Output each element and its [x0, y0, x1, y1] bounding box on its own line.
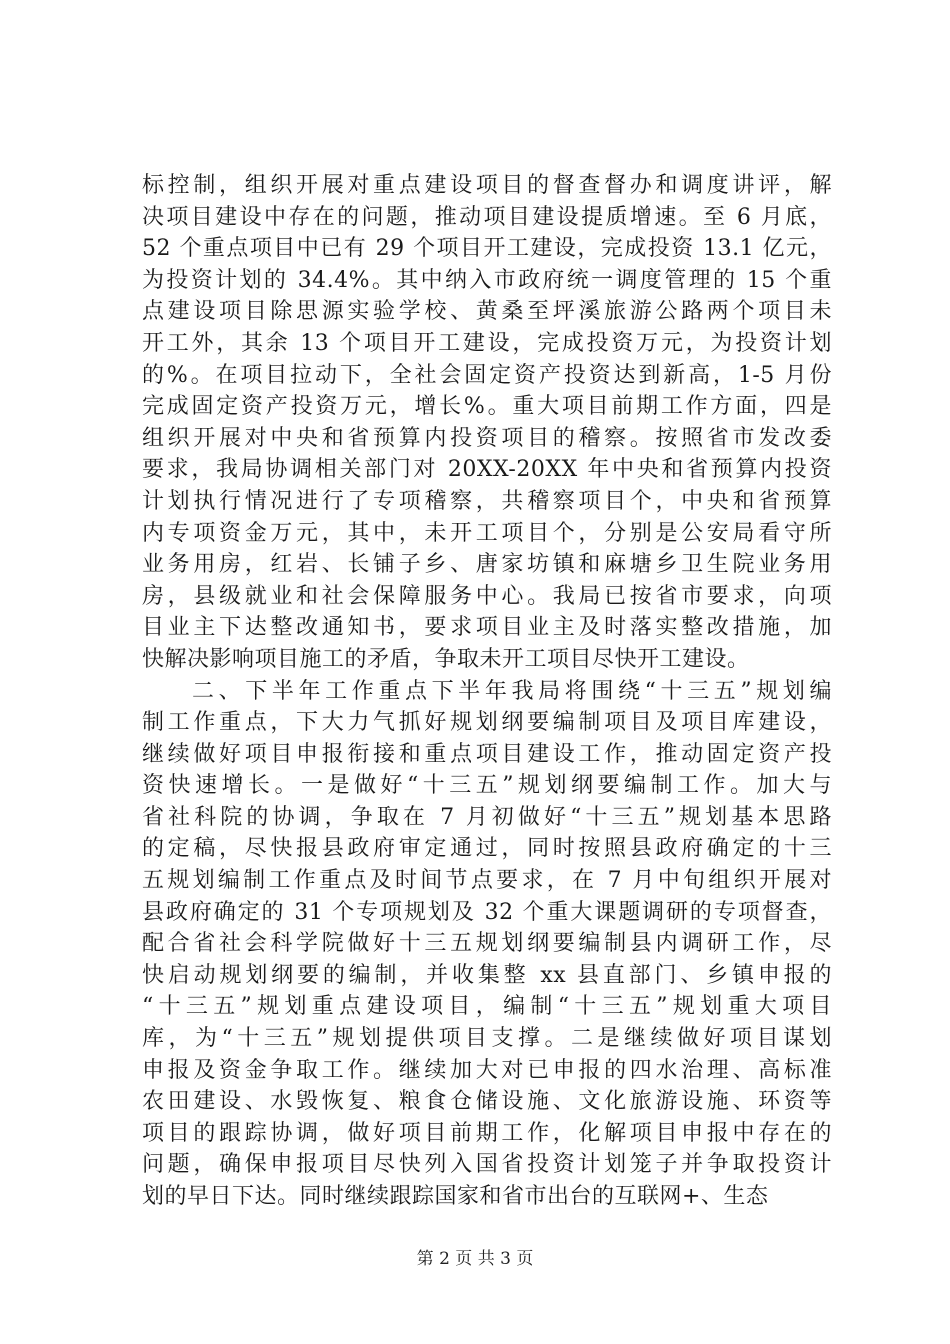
text-line: 问题，确保申报项目尽快列入国省投资计划笼子并争取投资计: [142, 1152, 832, 1178]
text-line: 为投资计划的 34.4%。其中纳入市政府统一调度管理的 15 个重: [142, 267, 832, 293]
text-line: 目业主下达整改通知书，要求项目业主及时落实整改措施，加: [142, 615, 832, 641]
text-line: 决项目建设中存在的问题，推动项目建设提质增速。至 6 月底，: [142, 204, 832, 230]
text-line: 划的早日下达。同时继续跟踪国家和省市出台的互联网+、生态: [142, 1184, 769, 1209]
text-line: 制工作重点，下大力气抓好规划纲要编制项目及项目库建设，: [142, 710, 832, 736]
text-line: 省社科院的协调，争取在 7 月初做好“十三五”规划基本思路: [142, 804, 832, 830]
text-line: 库，为“十三五”规划提供项目支撑。二是继续做好项目谋划: [142, 1026, 832, 1052]
paragraph-start-line: 二、下半年工作重点下半年我局将围绕“十三五”规划编: [192, 678, 832, 704]
text-line: 快解决影响项目施工的矛盾，争取未开工项目尽快开工建设。: [142, 646, 750, 672]
text-line: 房，县级就业和社会保障服务中心。我局已按省市要求，向项: [142, 583, 832, 609]
text-line: 资快速增长。一是做好“十三五”规划纲要编制工作。加大与: [142, 773, 832, 799]
body-text: [142, 170, 832, 1213]
text-line: 项目的跟踪协调，做好项目前期工作，化解项目申报中存在的: [142, 1120, 832, 1146]
text-line: 快启动规划纲要的编制，并收集整 xx 县直部门、乡镇申报的: [142, 962, 832, 988]
text-line: 组织开展对中央和省预算内投资项目的稽察。按照省市发改委: [142, 425, 832, 451]
text-line: 业务用房，红岩、长铺子乡、唐家坊镇和麻塘乡卫生院业务用: [142, 552, 832, 578]
text-line: 配合省社会科学院做好十三五规划纲要编制县内调研工作，尽: [142, 931, 832, 957]
text-line: “十三五”规划重点建设项目，编制“十三五”规划重大项目: [142, 994, 832, 1020]
text-line: 要求，我局协调相关部门对 20XX-20XX 年中央和省预算内投资: [142, 457, 832, 483]
text-line: 的%。在项目拉动下，全社会固定资产投资达到新高，1-5 月份: [142, 362, 832, 388]
text-line: 计划执行情况进行了专项稽察，共稽察项目个，中央和省预算: [142, 488, 832, 514]
text-line: 农田建设、水毁恢复、粮食仓储设施、文化旅游设施、环资等: [142, 1089, 832, 1115]
text-line: 完成固定资产投资万元，增长%。重大项目前期工作方面，四是: [142, 394, 832, 420]
text-line: 继续做好项目申报衔接和重点项目建设工作，推动固定资产投: [142, 741, 832, 767]
text-line: 点建设项目除思源实验学校、黄桑至坪溪旅游公路两个项目未: [142, 299, 832, 325]
text-line: 52 个重点项目中已有 29 个项目开工建设，完成投资 13.1 亿元，: [142, 236, 832, 262]
text-line: 的定稿，尽快报县政府审定通过，同时按照县政府确定的十三: [142, 836, 832, 862]
text-line: 内专项资金万元，其中，未开工项目个，分别是公安局看守所: [142, 520, 832, 546]
page-number-footer: 第 2 页 共 3 页: [416, 1249, 534, 1269]
text-line: 标控制，组织开展对重点建设项目的督查督办和调度讲评，解: [142, 173, 832, 198]
text-line: 开工外，其余 13 个项目开工建设，完成投资万元，为投资计划: [142, 330, 832, 356]
text-line: 申报及资金争取工作。继续加大对已申报的四水治理、高标准: [142, 1057, 832, 1083]
text-line: 五规划编制工作重点及时间节点要求，在 7 月中旬组织开展对: [142, 868, 832, 894]
text-line: 县政府确定的 31 个专项规划及 32 个重大课题调研的专项督查，: [142, 899, 832, 925]
